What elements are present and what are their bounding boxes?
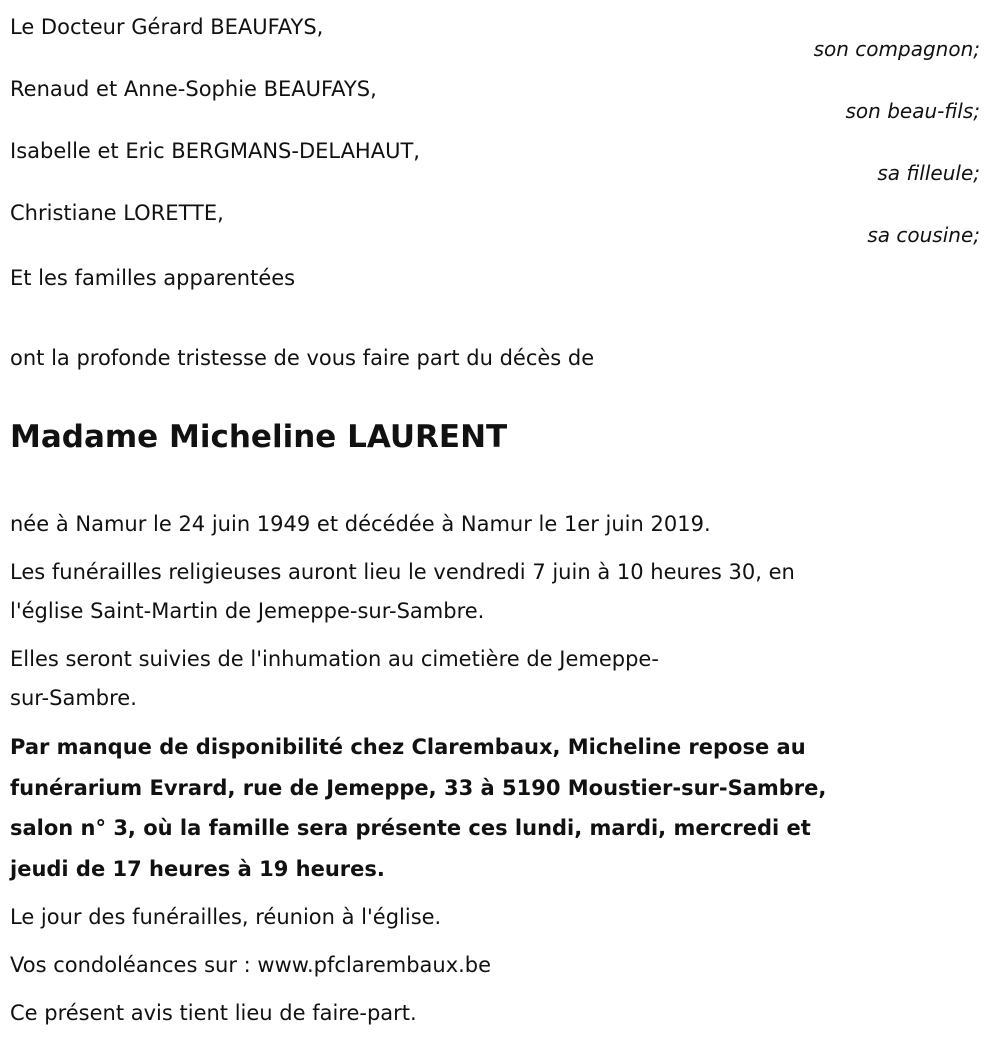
family-member xyxy=(10,124,990,186)
deceased-name: Madame Micheline LAURENT xyxy=(10,419,508,455)
family-member-name: Christiane LORETTE, xyxy=(10,201,224,225)
text-line: l'église Saint-Martin de Jemeppe-sur-Sambre. xyxy=(10,599,485,623)
family-member-relation: sa filleule; xyxy=(877,161,980,185)
family-member-relation: son compagnon; xyxy=(813,37,980,61)
family-member-name: Renaud et Anne-Sophie BEAUFAYS, xyxy=(10,77,377,101)
family-list xyxy=(10,0,990,248)
text-line: Ce présent avis tient lieu de faire-part. xyxy=(10,1001,417,1025)
meeting-paragraph xyxy=(10,898,990,937)
family-member xyxy=(10,62,990,124)
family-member xyxy=(10,186,990,248)
text-line: Elles seront suivies de l'inhumation au cimetière de Jemeppe- xyxy=(10,647,659,671)
family-member-name: Isabelle et Eric BERGMANS-DELAHAUT, xyxy=(10,139,420,163)
visitation-paragraph xyxy=(10,727,990,889)
text-line: funérarium Evrard, rue de Jemeppe, 33 à 5190 Moustier-sur-Sambre, xyxy=(10,775,827,800)
text-line: salon n° 3, où la famille sera présente ces lundi, mardi, mercredi et xyxy=(10,816,811,840)
funeral-paragraph xyxy=(10,553,990,631)
notice-paragraph xyxy=(10,994,990,1033)
family-member-name: Le Docteur Gérard BEAUFAYS, xyxy=(10,15,324,39)
text-line: Vos condoléances sur : www.pfclarembaux.be xyxy=(10,953,492,977)
condolences-paragraph xyxy=(10,946,990,985)
text-line: sur-Sambre. xyxy=(10,686,137,710)
family-member-relation: son beau-fils; xyxy=(845,99,980,123)
family-member-relation: sa cousine; xyxy=(867,223,980,247)
family-member xyxy=(10,0,990,62)
text-line: Par manque de disponibilité chez Clarembaux, Micheline repose au xyxy=(10,735,806,759)
text-line: Les funérailles religieuses auront lieu le vendredi 7 juin à 10 heures 30, en xyxy=(10,560,795,584)
burial-paragraph xyxy=(10,640,990,718)
text-line: née à Namur le 24 juin 1949 et décédée à Namur le 1er juin 2019. xyxy=(10,512,711,536)
announcement-intro: ont la profonde tristesse de vous faire part du décès de xyxy=(10,346,595,370)
notice-body xyxy=(10,505,990,1042)
related-families: Et les familles apparentées xyxy=(10,266,296,290)
birth-death-paragraph xyxy=(10,505,990,544)
text-line: jeudi de 17 heures à 19 heures. xyxy=(10,856,385,881)
text-line: Le jour des funérailles, réunion à l'église. xyxy=(10,905,442,929)
